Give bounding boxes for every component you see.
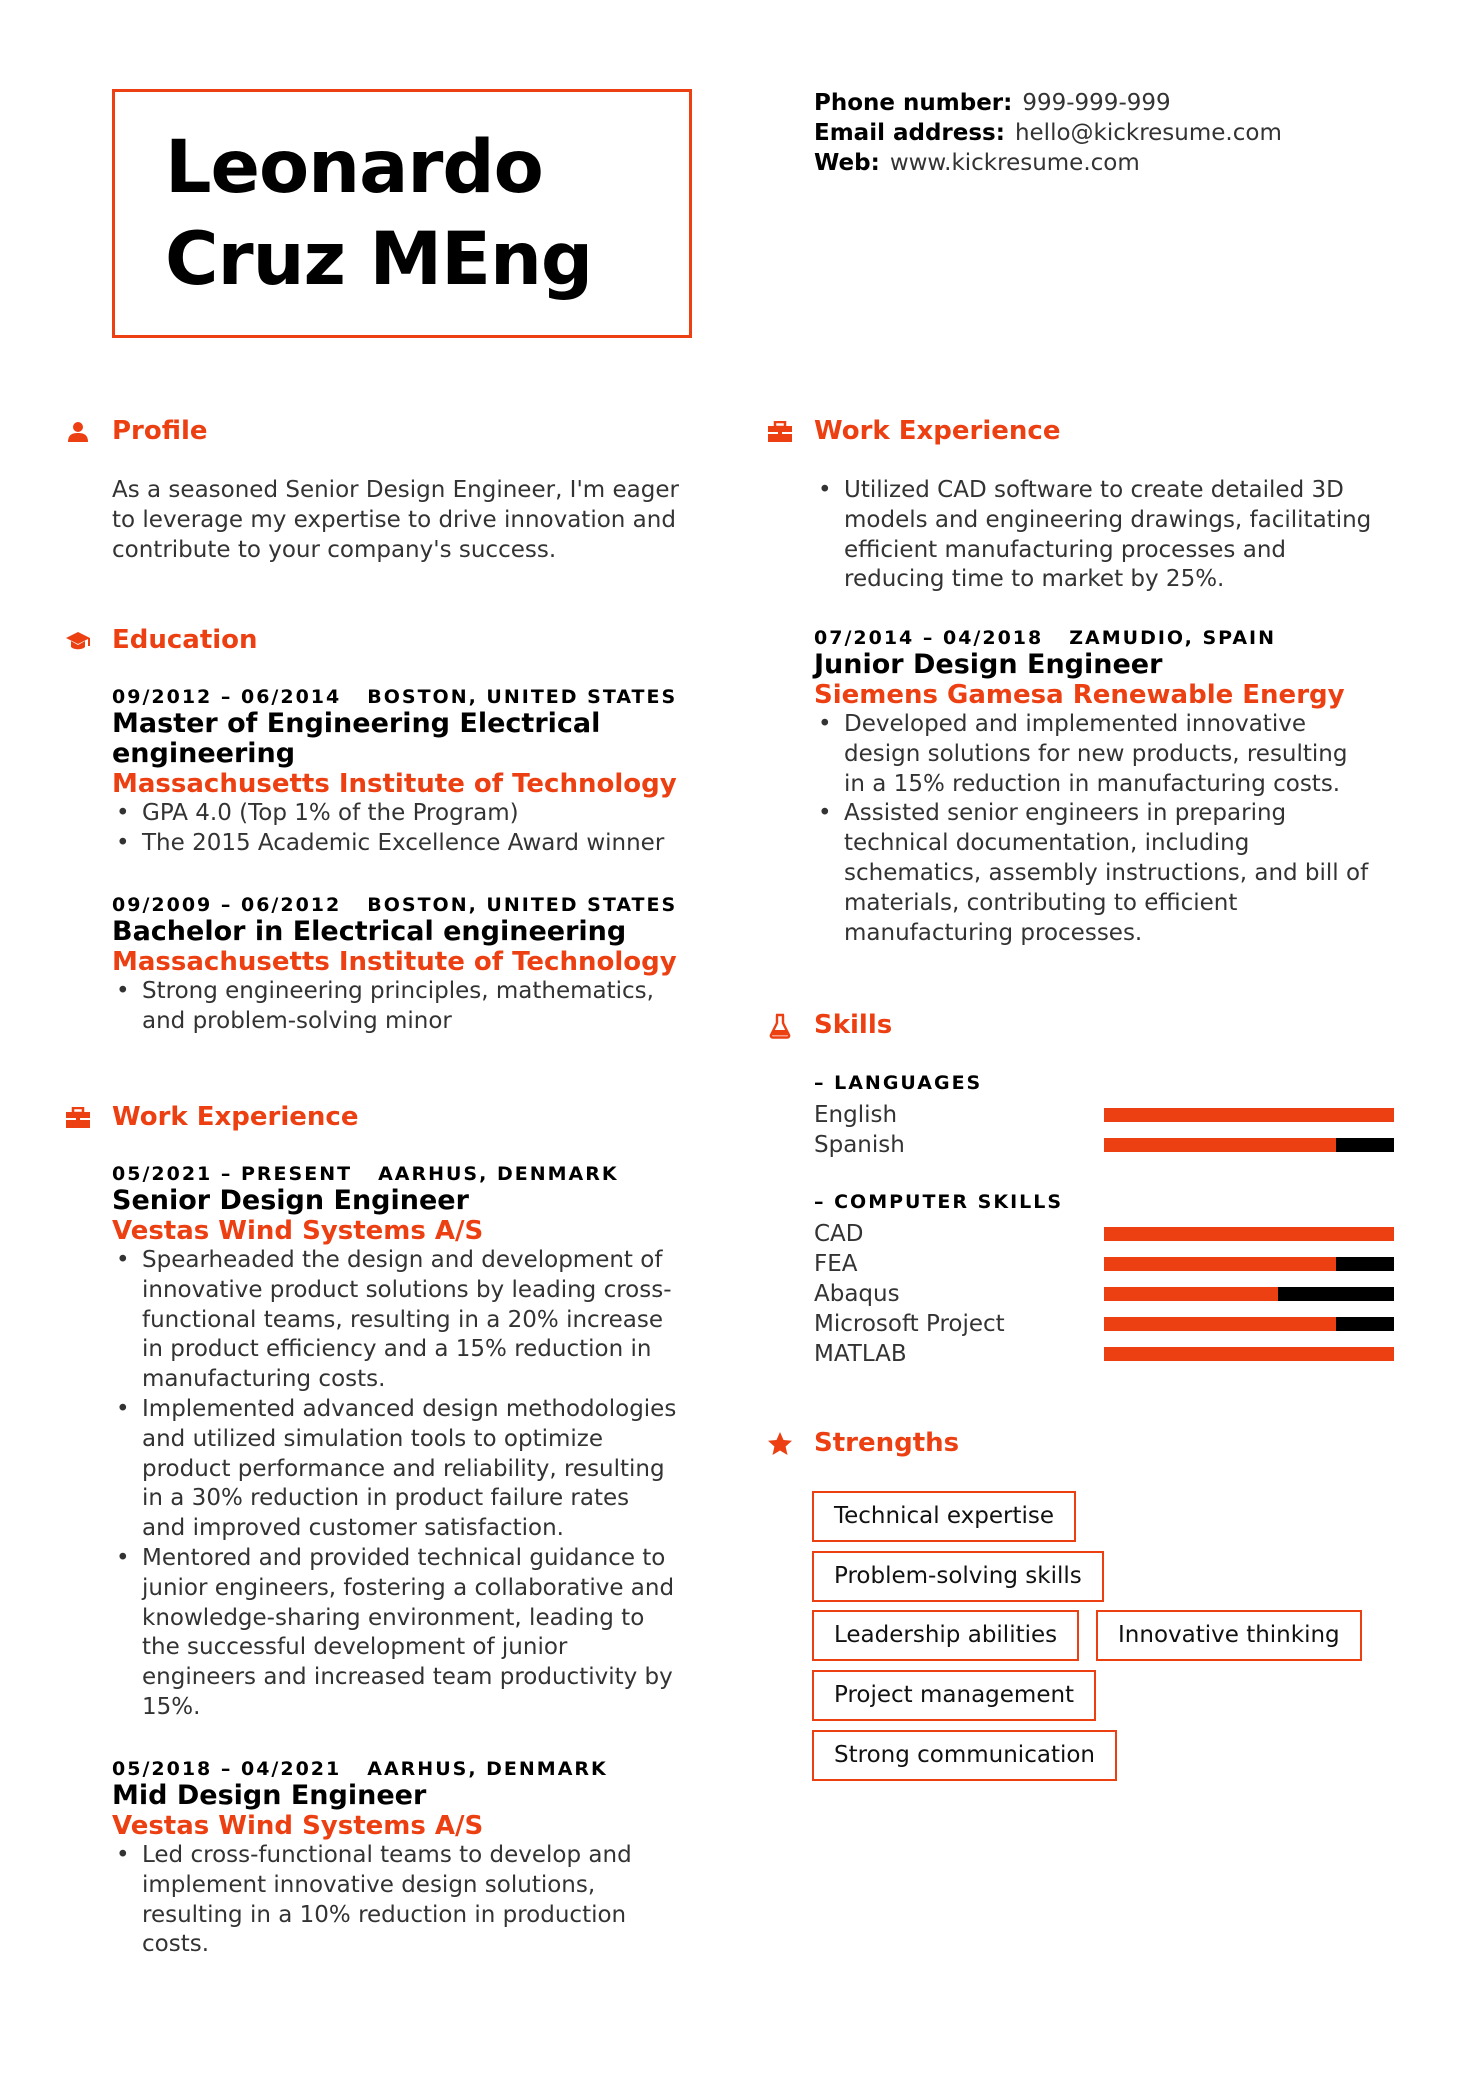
skill-level-fill xyxy=(1104,1347,1394,1361)
work-bullets xyxy=(112,1841,712,1960)
bullet-line: • Strong engineering principles, mathematics, xyxy=(142,978,654,1004)
section-title: Strengths xyxy=(814,1428,960,1458)
list-item xyxy=(814,799,1414,948)
strength-tag: Leadership abilities xyxy=(812,1610,1079,1661)
bullet-line: and utilized simulation tools to optimize xyxy=(142,1425,604,1452)
education-heading xyxy=(64,625,258,655)
bullet-line: reducing time to market by 25%. xyxy=(844,566,1225,593)
skill-level-fill xyxy=(1104,1287,1278,1301)
work-bullets xyxy=(814,710,1414,948)
work-continued-bullets xyxy=(814,476,1414,595)
education-entry xyxy=(112,893,702,1037)
entry-dates: 09/2009 – 06/2012 xyxy=(112,894,342,916)
skill-name: MATLAB xyxy=(814,1341,907,1367)
company-name: Siemens Gamesa Renewable Energy xyxy=(814,680,1345,710)
bullet-line: models and engineering drawings, facilitating xyxy=(844,506,1372,533)
list-item xyxy=(112,1395,712,1544)
bullet-line: functional teams, resulting in a 20% increase xyxy=(142,1306,664,1333)
skill-level-fill xyxy=(1104,1138,1336,1152)
bullet-line: • Led cross-functional teams to develop and xyxy=(142,1842,632,1868)
entry-dates: 09/2012 – 06/2014 xyxy=(112,686,342,708)
bullet-line: technical documentation, including xyxy=(844,830,1250,857)
degree-line: engineering xyxy=(112,738,296,769)
contact-label: Web: xyxy=(814,150,880,176)
skill-level-fill xyxy=(1104,1257,1336,1271)
bullet-line: manufacturing costs. xyxy=(142,1366,386,1393)
profile-summary xyxy=(112,476,702,565)
section-title: Skills xyxy=(814,1010,893,1040)
bullet-line: knowledge-sharing environment, leading to xyxy=(142,1604,645,1631)
star-icon xyxy=(766,1430,794,1458)
skill-name: Microsoft Project xyxy=(814,1311,1005,1337)
contact-web xyxy=(814,148,1282,178)
bullet-line: • Developed and implemented innovative xyxy=(844,711,1306,737)
contact-email xyxy=(814,118,1282,148)
skill-row xyxy=(814,1309,1394,1339)
list-item xyxy=(112,1544,712,1723)
entry-location: AARHUS, DENMARK xyxy=(367,1758,608,1780)
strength-tag: Problem-solving skills xyxy=(812,1551,1104,1602)
bullet-line: resulting in a 10% reduction in production xyxy=(142,1901,627,1928)
bullet-line: • GPA 4.0 (Top 1% of the Program) xyxy=(142,800,519,826)
bullet-line: in product efficiency and a 15% reduction in xyxy=(142,1336,652,1363)
profile-heading xyxy=(64,416,208,446)
briefcase-icon xyxy=(766,418,794,446)
degree-line: Master of Engineering Electrical xyxy=(112,708,601,739)
bullet-line: in a 15% reduction in manufacturing costs. xyxy=(844,770,1341,797)
skill-level-bar xyxy=(1104,1317,1394,1331)
work-bullets xyxy=(112,1246,712,1723)
school-name: Massachusetts Institute of Technology xyxy=(112,769,677,799)
education-bullets xyxy=(112,799,702,859)
job-title: Junior Design Engineer xyxy=(814,649,1163,680)
job-title: Mid Design Engineer xyxy=(112,1780,427,1811)
skill-name: Spanish xyxy=(814,1132,905,1158)
bullet-line: design solutions for new products, resulting xyxy=(844,740,1348,767)
skill-row xyxy=(814,1130,1394,1160)
list-item xyxy=(112,799,702,829)
skill-level-bar xyxy=(1104,1108,1394,1122)
bullet-line: the successful development of junior xyxy=(142,1634,568,1661)
section-title: Work Experience xyxy=(814,416,1061,446)
bullet-line: • Spearheaded the design and development of xyxy=(142,1247,663,1273)
list-item xyxy=(112,1841,712,1960)
skill-level-bar xyxy=(1104,1138,1394,1152)
entry-location: BOSTON, UNITED STATES xyxy=(367,686,678,708)
degree-title xyxy=(112,917,702,947)
entry-dates: 05/2021 – PRESENT xyxy=(112,1163,353,1185)
strength-tag: Innovative thinking xyxy=(1096,1610,1362,1661)
list-item xyxy=(814,476,1414,595)
bullet-line: efficient manufacturing processes and xyxy=(844,536,1286,563)
skill-name: Abaqus xyxy=(814,1281,900,1307)
entry-dates: 07/2014 – 04/2018 xyxy=(814,627,1044,649)
entry-meta xyxy=(112,685,702,709)
bullet-line: and problem-solving minor xyxy=(142,1007,452,1034)
bullet-line: innovative product solutions by leading cross- xyxy=(142,1276,672,1303)
skill-row xyxy=(814,1249,1394,1279)
work-entry xyxy=(112,1162,712,1723)
strength-tag: Strong communication xyxy=(812,1730,1117,1781)
job-title: Senior Design Engineer xyxy=(112,1185,469,1216)
skill-name: FEA xyxy=(814,1251,858,1277)
bullet-line: costs. xyxy=(142,1931,210,1958)
name-first: Leonardo xyxy=(165,125,543,210)
company-name: Vestas Wind Systems A/S xyxy=(112,1811,484,1841)
education-bullets xyxy=(112,977,702,1037)
bullet-line: implement innovative design solutions, xyxy=(142,1871,596,1898)
skill-group-title: – LANGUAGES xyxy=(814,1072,983,1094)
section-title: Profile xyxy=(112,416,208,446)
list-item xyxy=(814,710,1414,799)
work-heading-continued xyxy=(766,416,1060,446)
profile-line: As a seasoned Senior Design Engineer, I'm eager xyxy=(112,477,679,503)
work-entry xyxy=(112,1757,712,1960)
bullet-line: • Mentored and provided technical guidance to xyxy=(142,1544,666,1571)
bullet-line: • Utilized CAD software to create detailed 3D xyxy=(844,477,1344,503)
profile-line: to leverage my expertise to drive innovation and xyxy=(112,506,676,533)
section-title: Work Experience xyxy=(112,1102,359,1132)
contact-value: 999-999-999 xyxy=(1022,90,1171,116)
skill-name: CAD xyxy=(814,1221,864,1247)
strength-tag: Project management xyxy=(812,1670,1096,1721)
bullet-line: • Implemented advanced design methodologies xyxy=(142,1395,677,1422)
skill-name: English xyxy=(814,1102,898,1128)
company-name: Vestas Wind Systems A/S xyxy=(112,1216,484,1246)
contact-value: www.kickresume.com xyxy=(889,150,1140,176)
entry-meta xyxy=(814,626,1414,650)
flask-icon xyxy=(766,1012,794,1040)
list-item xyxy=(112,977,702,1037)
degree-title xyxy=(112,709,702,769)
entry-location: ZAMUDIO, SPAIN xyxy=(1069,627,1277,649)
bullet-line: junior engineers, fostering a collaborative and xyxy=(142,1574,675,1601)
bullet-line: materials, contributing to efficient xyxy=(844,889,1238,916)
graduation-cap-icon xyxy=(64,627,92,655)
list-item xyxy=(112,829,702,859)
entry-meta xyxy=(112,1162,712,1186)
entry-meta xyxy=(112,1757,712,1781)
school-name: Massachusetts Institute of Technology xyxy=(112,947,677,977)
skill-group-title: – COMPUTER SKILLS xyxy=(814,1191,1064,1213)
skill-level-bar xyxy=(1104,1347,1394,1361)
contact-label: Email address: xyxy=(814,120,1005,146)
skill-level-fill xyxy=(1104,1227,1394,1241)
section-title: Education xyxy=(112,625,258,655)
bullet-line: and improved customer satisfaction. xyxy=(142,1515,564,1542)
skill-level-bar xyxy=(1104,1257,1394,1271)
bullet-line: • Assisted senior engineers in preparing xyxy=(844,800,1287,827)
contact-phone xyxy=(814,88,1282,118)
entry-dates: 05/2018 – 04/2021 xyxy=(112,1758,342,1780)
entry-location: BOSTON, UNITED STATES xyxy=(367,894,678,916)
skill-row xyxy=(814,1339,1394,1369)
skill-row xyxy=(814,1219,1394,1249)
skill-level-fill xyxy=(1104,1108,1394,1122)
skill-level-bar xyxy=(1104,1227,1394,1241)
degree-line: Bachelor in Electrical engineering xyxy=(112,916,627,947)
strengths-heading xyxy=(766,1428,959,1458)
contact-label: Phone number: xyxy=(814,90,1013,116)
contact-value: hello@kickresume.com xyxy=(1014,120,1282,146)
education-entry xyxy=(112,685,702,859)
skill-level-fill xyxy=(1104,1317,1336,1331)
person-icon xyxy=(64,418,92,446)
bullet-line: • The 2015 Academic Excellence Award winner xyxy=(142,829,665,856)
skills-heading xyxy=(766,1010,892,1040)
name-box xyxy=(112,89,692,338)
work-bullets xyxy=(814,476,1414,595)
skill-level-bar xyxy=(1104,1287,1394,1301)
bullet-line: engineers and increased team productivity by xyxy=(142,1664,673,1691)
contact-info xyxy=(814,88,1282,178)
briefcase-icon xyxy=(64,1104,92,1132)
skill-row xyxy=(814,1279,1394,1309)
profile-line: contribute to your company's success. xyxy=(112,536,557,563)
list-item xyxy=(112,1246,712,1395)
bullet-line: product performance and reliability, resulting xyxy=(142,1455,665,1482)
skill-row xyxy=(814,1100,1394,1130)
bullet-line: manufacturing processes. xyxy=(844,919,1143,946)
bullet-line: 15%. xyxy=(142,1693,201,1720)
entry-location: AARHUS, DENMARK xyxy=(378,1163,619,1185)
bullet-line: in a 30% reduction in product failure rates xyxy=(142,1485,630,1512)
work-entry xyxy=(814,626,1414,948)
entry-meta xyxy=(112,893,702,917)
name-last: Cruz MEng xyxy=(165,217,593,302)
bullet-line: schematics, assembly instructions, and bill of xyxy=(844,859,1369,886)
strength-tag: Technical expertise xyxy=(812,1491,1076,1542)
work-heading xyxy=(64,1102,358,1132)
